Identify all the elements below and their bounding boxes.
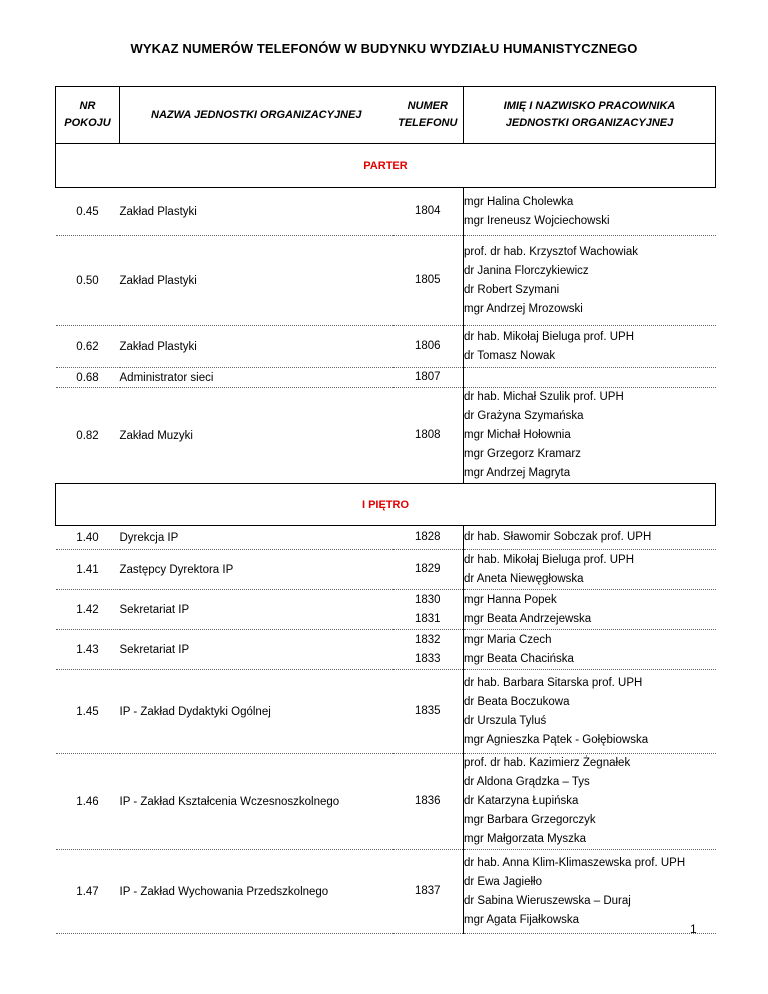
phone-cell: [393, 670, 464, 754]
phone-number: 1833: [414, 652, 441, 665]
room-number: 0.82: [56, 388, 120, 484]
staff-name: mgr Beata Chacińska: [464, 652, 574, 665]
staff-name: dr hab. Mikołaj Bieluga prof. UPH: [464, 553, 635, 566]
staff-name: mgr Grzegorz Kramarz: [464, 448, 581, 460]
staff-name: dr Janina Florczykiewicz: [464, 264, 589, 277]
table-row: [56, 388, 716, 484]
phone-cell: [393, 326, 464, 368]
staff-cell: [464, 630, 716, 670]
phone-number: 1807: [414, 371, 441, 383]
phone-number: 1831: [414, 612, 441, 625]
table-row: [56, 630, 716, 670]
staff-name: dr Tomasz Nowak: [464, 349, 556, 362]
phone-number: 1829: [414, 563, 441, 575]
staff-cell: [464, 526, 716, 550]
phone-number: 1830: [414, 593, 441, 606]
room-number: 0.45: [56, 188, 120, 236]
phone-number: 1835: [414, 705, 441, 717]
unit-name: Zakład Plastyki: [120, 188, 393, 236]
staff-name: mgr Beata Andrzejewska: [464, 612, 592, 625]
staff-name: dr Ewa Jagiełło: [464, 875, 542, 888]
phone-number: 1805: [414, 274, 441, 286]
staff-name: dr hab. Sławomir Sobczak prof. UPH: [464, 531, 652, 543]
staff-name: mgr Andrzej Magryta: [464, 467, 571, 479]
staff-cell: [464, 236, 716, 326]
section-header-row: [56, 484, 716, 526]
staff-name: mgr Michał Hołownia: [464, 429, 571, 441]
phone-number: 1837: [414, 885, 441, 897]
staff-name: dr Grażyna Szymańska: [464, 410, 584, 422]
phone-cell: [393, 236, 464, 326]
phone-cell: [393, 630, 464, 670]
phone-number: 1808: [414, 429, 441, 441]
staff-name: dr Beata Boczukowa: [464, 695, 570, 708]
staff-name: dr hab. Mikołaj Bieluga prof. UPH: [464, 330, 635, 343]
header-room-number: NR POKOJU: [56, 87, 120, 144]
unit-name: IP - Zakład Kształcenia Wczesnoszkolnego: [120, 754, 393, 850]
staff-name: dr hab. Anna Klim-Klimaszewska prof. UPH: [464, 856, 686, 869]
staff-name: dr Aldona Grądzka – Tys: [464, 776, 590, 788]
table-row: [56, 236, 716, 326]
staff-cell: [464, 670, 716, 754]
table-row: [56, 326, 716, 368]
phone-cell: [393, 850, 464, 934]
room-number: 0.50: [56, 236, 120, 326]
phone-cell: [393, 188, 464, 236]
table-row: [56, 754, 716, 850]
phone-number: 1828: [414, 531, 441, 543]
room-number: 1.47: [56, 850, 120, 934]
staff-name: mgr Barbara Grzegorczyk: [464, 814, 596, 826]
unit-name: Administrator sieci: [120, 368, 393, 388]
room-number: 0.68: [56, 368, 120, 388]
staff-name: dr Urszula Tyluś: [464, 714, 547, 727]
phone-cell: [393, 550, 464, 590]
staff-name: prof. dr hab. Kazimierz Żegnałek: [464, 757, 631, 769]
phone-cell: [393, 526, 464, 550]
staff-cell: [464, 590, 716, 630]
staff-cell: [464, 754, 716, 850]
table-body: [56, 144, 716, 934]
staff-cell: [464, 326, 716, 368]
staff-name: dr Katarzyna Łupińska: [464, 795, 579, 807]
phone-directory-table: [55, 86, 716, 934]
staff-cell: [464, 550, 716, 590]
table-row: [56, 526, 716, 550]
table-row: [56, 670, 716, 754]
staff-cell: [464, 188, 716, 236]
header-phone-number: NUMER TELEFONU: [393, 87, 464, 144]
table-header-row: [56, 87, 716, 144]
table-row: [56, 188, 716, 236]
staff-cell: [464, 368, 716, 388]
unit-name: Zakład Plastyki: [120, 326, 393, 368]
unit-name: Dyrekcja IP: [120, 526, 393, 550]
staff-name: mgr Agnieszka Pątek - Gołębiowska: [464, 733, 649, 746]
staff-name: dr Sabina Wieruszewska – Duraj: [464, 894, 631, 907]
phone-cell: [393, 388, 464, 484]
document-title: WYKAZ NUMERÓW TELEFONÓW W BUDYNKU WYDZIAŁU HUMANISTYCZNEGO: [130, 41, 638, 56]
room-number: 0.62: [56, 326, 120, 368]
table-row: [56, 850, 716, 934]
header-staff-name: IMIĘ I NAZWISKO PRACOWNIKA JEDNOSTKI ORGANIZACYJNEJ: [464, 87, 716, 144]
staff-name: mgr Hanna Popek: [464, 593, 557, 606]
header-unit-name: NAZWA JEDNOSTKI ORGANIZACYJNEJ: [120, 87, 393, 144]
staff-name: mgr Maria Czech: [464, 633, 552, 646]
unit-name: Zakład Plastyki: [120, 236, 393, 326]
staff-name: mgr Halina Cholewka: [464, 195, 574, 208]
section-label: I PIĘTRO: [56, 484, 716, 526]
staff-name: mgr Małgorzata Myszka: [464, 833, 587, 845]
section-label: PARTER: [56, 144, 716, 188]
staff-cell: [464, 388, 716, 484]
phone-cell: [393, 754, 464, 850]
phone-cell: [393, 368, 464, 388]
unit-name: IP - Zakład Wychowania Przedszkolnego: [120, 850, 393, 934]
room-number: 1.43: [56, 630, 120, 670]
staff-name: dr hab. Barbara Sitarska prof. UPH: [464, 676, 643, 689]
phone-number: 1832: [414, 633, 441, 646]
table-row: [56, 368, 716, 388]
room-number: 1.40: [56, 526, 120, 550]
room-number: 1.46: [56, 754, 120, 850]
unit-name: Zastępcy Dyrektora IP: [120, 550, 393, 590]
staff-name: mgr Andrzej Mrozowski: [464, 302, 583, 315]
phone-number: 1804: [414, 205, 441, 217]
phone-number: 1836: [414, 795, 441, 807]
page-number: 1: [690, 922, 697, 936]
staff-name: mgr Agata Fijałkowska: [464, 913, 580, 926]
staff-name: prof. dr hab. Krzysztof Wachowiak: [464, 245, 639, 258]
unit-name: Sekretariat IP: [120, 590, 393, 630]
unit-name: IP - Zakład Dydaktyki Ogólnej: [120, 670, 393, 754]
unit-name: Zakład Muzyki: [120, 388, 393, 484]
staff-cell: [464, 850, 716, 934]
phone-number: 1806: [414, 340, 441, 352]
table-row: [56, 590, 716, 630]
section-header-row: [56, 144, 716, 188]
table-row: [56, 550, 716, 590]
staff-name: dr Aneta Niewęgłowska: [464, 572, 584, 585]
staff-name: dr Robert Szymani: [464, 283, 560, 296]
room-number: 1.42: [56, 590, 120, 630]
unit-name: Sekretariat IP: [120, 630, 393, 670]
room-number: 1.41: [56, 550, 120, 590]
staff-name: mgr Ireneusz Wojciechowski: [464, 214, 610, 227]
phone-cell: [393, 590, 464, 630]
room-number: 1.45: [56, 670, 120, 754]
staff-name: dr hab. Michał Szulik prof. UPH: [464, 391, 624, 403]
